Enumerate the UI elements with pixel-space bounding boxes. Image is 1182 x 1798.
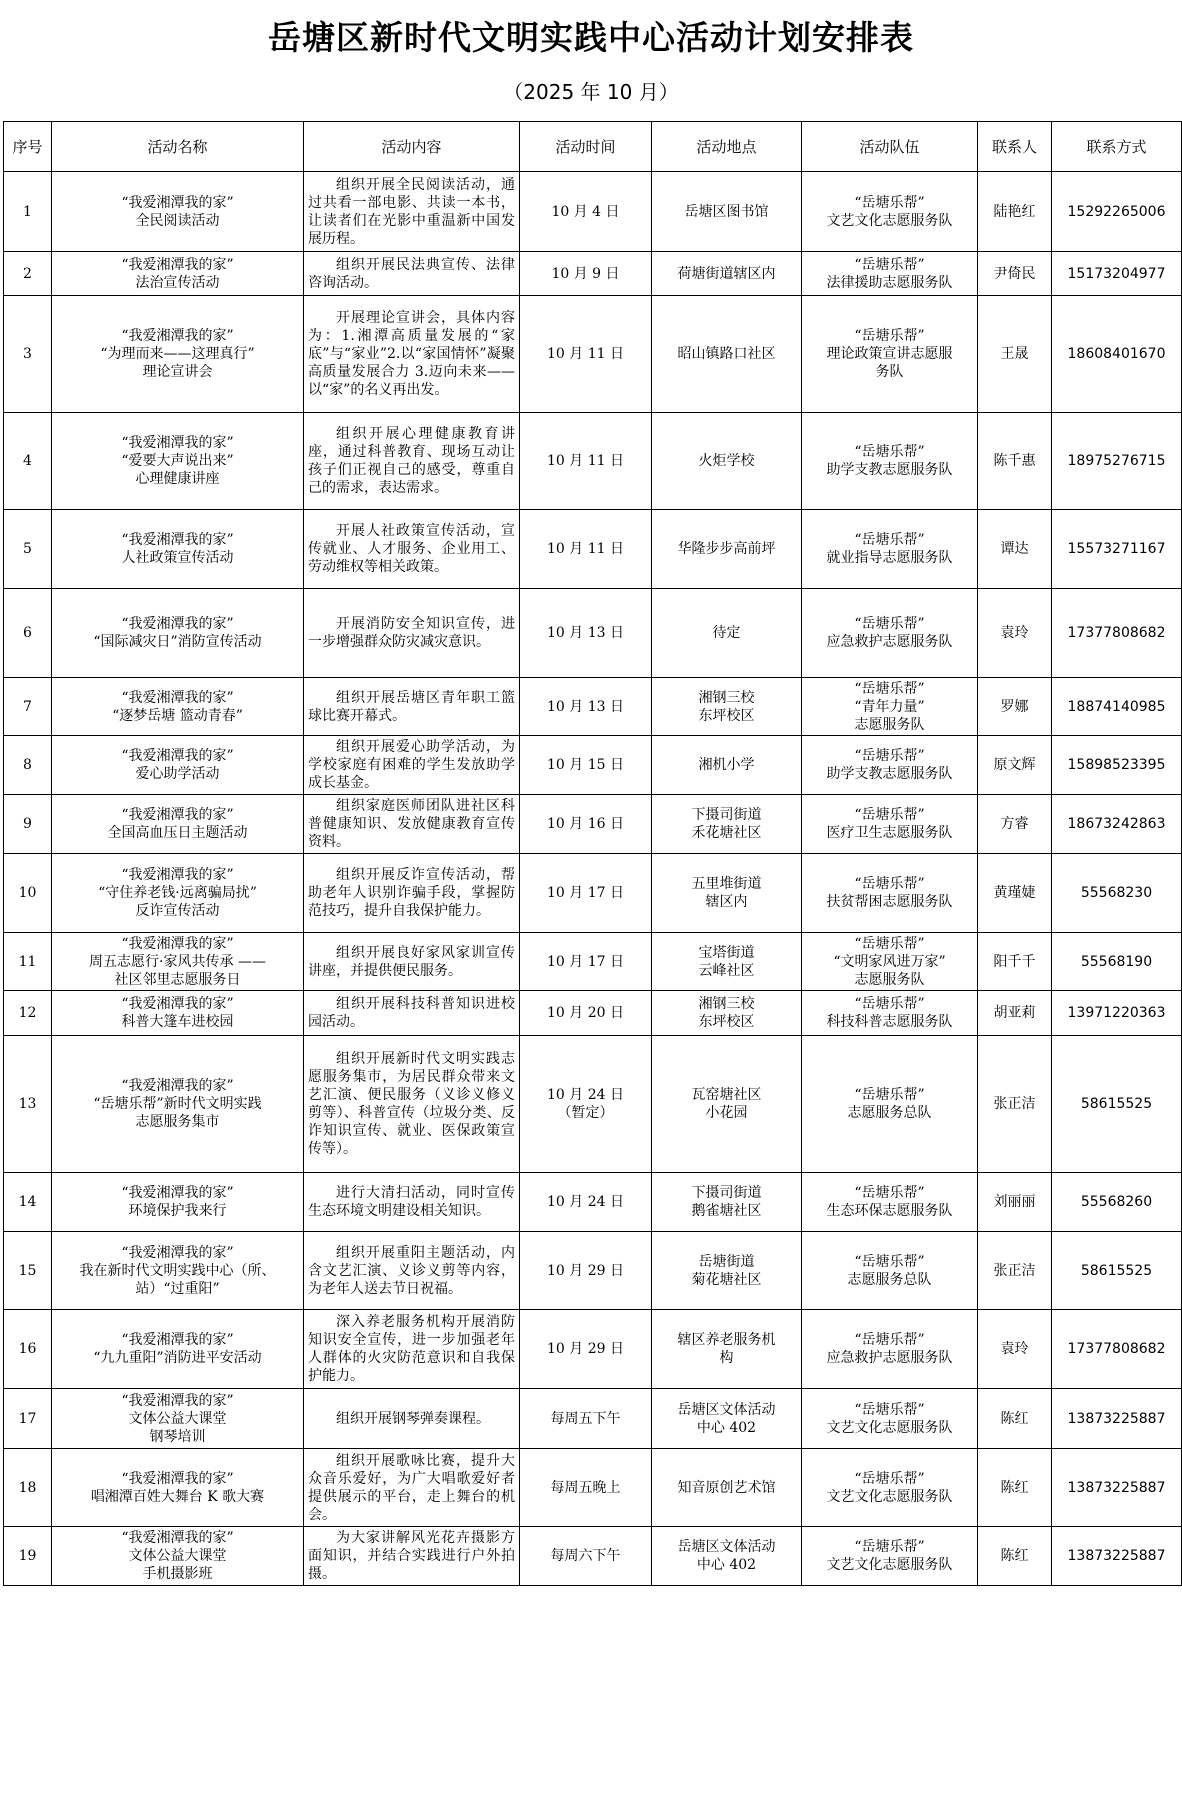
cell-activity-team: “岳塘乐帮” 应急救护志愿服务队 xyxy=(802,1310,978,1389)
cell-contact-phone: 18673242863 xyxy=(1052,795,1182,854)
col-header-content: 活动内容 xyxy=(304,122,520,172)
cell-activity-name: “我爱湘潭我的家” 全国高血压日主题活动 xyxy=(52,795,304,854)
cell-activity-time: 10 月 11 日 xyxy=(520,296,652,413)
table-row xyxy=(4,172,1182,252)
cell-contact-phone: 18608401670 xyxy=(1052,296,1182,413)
table-row xyxy=(4,510,1182,589)
cell-no: 12 xyxy=(4,991,52,1036)
table-row xyxy=(4,589,1182,678)
cell-contact-phone: 55568190 xyxy=(1052,933,1182,991)
cell-activity-content: 组织开展歌咏比赛，提升大众音乐爱好，为广大唱歌爱好者提供展示的平台，走上舞台的机会。 xyxy=(304,1449,520,1527)
table-row xyxy=(4,252,1182,296)
col-header-phone: 联系方式 xyxy=(1052,122,1182,172)
table-row xyxy=(4,854,1182,933)
cell-contact-person: 陈红 xyxy=(978,1527,1052,1586)
cell-activity-place: 湘机小学 xyxy=(652,736,802,795)
cell-contact-phone: 13971220363 xyxy=(1052,991,1182,1036)
cell-activity-place: 湘钢三校 东坪校区 xyxy=(652,991,802,1036)
cell-activity-place: 荷塘街道辖区内 xyxy=(652,252,802,296)
cell-activity-time: 10 月 24 日 xyxy=(520,1173,652,1232)
cell-activity-content: 为大家讲解风光花卉摄影方面知识，并结合实践进行户外拍摄。 xyxy=(304,1527,520,1586)
table-row xyxy=(4,1389,1182,1449)
cell-activity-name: “我爱湘潭我的家” 科普大篷车进校园 xyxy=(52,991,304,1036)
cell-activity-place: 下摄司街道 禾花塘社区 xyxy=(652,795,802,854)
table-body xyxy=(4,172,1182,1586)
cell-activity-content: 开展理论宣讲会，具体内容为：1.湘潭高质量发展的“家底”与“家业”2.以“家国情怀”凝聚高质量发展合力 3.迈向未来——以“家”的名义再出发。 xyxy=(304,296,520,413)
cell-no: 1 xyxy=(4,172,52,252)
cell-activity-name: “我爱湘潭我的家” “爱要大声说出来” 心理健康讲座 xyxy=(52,413,304,510)
cell-activity-name: “我爱湘潭我的家” 文体公益大课堂 手机摄影班 xyxy=(52,1527,304,1586)
cell-activity-content: 组织开展新时代文明实践志愿服务集市，为居民群众带来文艺汇演、便民服务（义诊义修义剪等）、科普宣传（垃圾分类、反诈知识宣传、就业、医保政策宣传等）。 xyxy=(304,1036,520,1173)
cell-contact-phone: 15173204977 xyxy=(1052,252,1182,296)
cell-contact-person: 胡亚莉 xyxy=(978,991,1052,1036)
col-header-team: 活动队伍 xyxy=(802,122,978,172)
cell-activity-content: 组织开展全民阅读活动，通过共看一部电影、共读一本书，让读者们在光影中重温新中国发展历程。 xyxy=(304,172,520,252)
cell-contact-person: 谭达 xyxy=(978,510,1052,589)
table-row xyxy=(4,1310,1182,1389)
cell-activity-place: 华隆步步高前坪 xyxy=(652,510,802,589)
cell-contact-person: 陆艳红 xyxy=(978,172,1052,252)
cell-activity-team: “岳塘乐帮” 应急救护志愿服务队 xyxy=(802,589,978,678)
table-row xyxy=(4,795,1182,854)
cell-contact-person: 黄瑾婕 xyxy=(978,854,1052,933)
cell-contact-phone: 15898523395 xyxy=(1052,736,1182,795)
cell-activity-team: “岳塘乐帮” 文艺文化志愿服务队 xyxy=(802,172,978,252)
cell-activity-team: “岳塘乐帮” “文明家风进万家” 志愿服务队 xyxy=(802,933,978,991)
cell-activity-team: “岳塘乐帮” 就业指导志愿服务队 xyxy=(802,510,978,589)
cell-contact-phone: 13873225887 xyxy=(1052,1527,1182,1586)
col-header-no: 序号 xyxy=(4,122,52,172)
cell-activity-name: “我爱湘潭我的家” 人社政策宣传活动 xyxy=(52,510,304,589)
cell-activity-content: 进行大清扫活动，同时宣传生态环境文明建设相关知识。 xyxy=(304,1173,520,1232)
cell-contact-person: 张正洁 xyxy=(978,1036,1052,1173)
cell-activity-time: 10 月 17 日 xyxy=(520,854,652,933)
cell-contact-person: 罗娜 xyxy=(978,678,1052,736)
table-row xyxy=(4,1173,1182,1232)
cell-activity-team: “岳塘乐帮” 文艺文化志愿服务队 xyxy=(802,1527,978,1586)
cell-contact-phone: 58615525 xyxy=(1052,1036,1182,1173)
cell-no: 6 xyxy=(4,589,52,678)
cell-activity-name: “我爱湘潭我的家” “逐梦岳塘 篮动青春” xyxy=(52,678,304,736)
cell-activity-name: “我爱湘潭我的家” “守住养老钱·远离骗局扰” 反诈宣传活动 xyxy=(52,854,304,933)
page-subtitle: （2025 年 10 月） xyxy=(503,80,679,104)
cell-activity-content: 深入养老服务机构开展消防知识安全宣传，进一步加强老年人群体的火灾防范意识和自我保护能力。 xyxy=(304,1310,520,1389)
page-title: 岳塘区新时代文明实践中心活动计划安排表 xyxy=(268,18,914,57)
cell-activity-time: 每周五下午 xyxy=(520,1389,652,1449)
cell-no: 11 xyxy=(4,933,52,991)
table-row xyxy=(4,296,1182,413)
cell-no: 18 xyxy=(4,1449,52,1527)
cell-activity-time: 10 月 29 日 xyxy=(520,1310,652,1389)
cell-activity-place: 岳塘区图书馆 xyxy=(652,172,802,252)
cell-activity-content: 组织开展岳塘区青年职工篮球比赛开幕式。 xyxy=(304,678,520,736)
cell-activity-name: “我爱湘潭我的家” “国际减灾日”消防宣传活动 xyxy=(52,589,304,678)
cell-activity-name: “我爱湘潭我的家” 唱湘潭百姓大舞台 K 歌大赛 xyxy=(52,1449,304,1527)
cell-activity-time: 每周五晚上 xyxy=(520,1449,652,1527)
cell-activity-time: 10 月 16 日 xyxy=(520,795,652,854)
cell-contact-person: 王晟 xyxy=(978,296,1052,413)
cell-activity-place: 宝塔街道 云峰社区 xyxy=(652,933,802,991)
cell-contact-phone: 17377808682 xyxy=(1052,589,1182,678)
cell-activity-name: “我爱湘潭我的家” 我在新时代文明实践中心（所、 站）“过重阳” xyxy=(52,1232,304,1310)
cell-contact-person: 张正洁 xyxy=(978,1232,1052,1310)
cell-activity-content: 组织开展心理健康教育讲座，通过科普教育、现场互动让孩子们正视自己的感受，尊重自己的需求，表达需求。 xyxy=(304,413,520,510)
activity-plan-table xyxy=(3,121,1182,1586)
col-header-contact: 联系人 xyxy=(978,122,1052,172)
cell-activity-content: 组织开展科技科普知识进校园活动。 xyxy=(304,991,520,1036)
cell-no: 8 xyxy=(4,736,52,795)
cell-contact-phone: 55568260 xyxy=(1052,1173,1182,1232)
table-row xyxy=(4,933,1182,991)
cell-activity-team: “岳塘乐帮” 助学支教志愿服务队 xyxy=(802,413,978,510)
cell-contact-person: 陈红 xyxy=(978,1449,1052,1527)
table-row xyxy=(4,1449,1182,1527)
table-row xyxy=(4,1036,1182,1173)
table-row xyxy=(4,678,1182,736)
cell-activity-team: “岳塘乐帮” 生态环保志愿服务队 xyxy=(802,1173,978,1232)
cell-no: 3 xyxy=(4,296,52,413)
cell-contact-phone: 15573271167 xyxy=(1052,510,1182,589)
cell-activity-time: 10 月 15 日 xyxy=(520,736,652,795)
cell-no: 16 xyxy=(4,1310,52,1389)
cell-activity-place: 湘钢三校 东坪校区 xyxy=(652,678,802,736)
table-row xyxy=(4,736,1182,795)
cell-contact-phone: 18874140985 xyxy=(1052,678,1182,736)
cell-contact-phone: 13873225887 xyxy=(1052,1389,1182,1449)
cell-contact-person: 陈千惠 xyxy=(978,413,1052,510)
cell-activity-team: “岳塘乐帮” 志愿服务总队 xyxy=(802,1036,978,1173)
cell-no: 4 xyxy=(4,413,52,510)
cell-activity-time: 10 月 13 日 xyxy=(520,678,652,736)
cell-activity-name: “我爱湘潭我的家” “九九重阳”消防进平安活动 xyxy=(52,1310,304,1389)
cell-activity-content: 组织开展重阳主题活动，内含文艺汇演、义诊义剪等内容，为老年人送去节日祝福。 xyxy=(304,1232,520,1310)
cell-activity-content: 组织开展钢琴弹奏课程。 xyxy=(304,1389,520,1449)
table-row xyxy=(4,991,1182,1036)
cell-activity-team: “岳塘乐帮” 理论政策宣讲志愿服 务队 xyxy=(802,296,978,413)
cell-no: 2 xyxy=(4,252,52,296)
cell-activity-place: 昭山镇路口社区 xyxy=(652,296,802,413)
cell-activity-team: “岳塘乐帮” 文艺文化志愿服务队 xyxy=(802,1389,978,1449)
cell-activity-place: 瓦窑塘社区 小花园 xyxy=(652,1036,802,1173)
cell-activity-team: “岳塘乐帮” 科技科普志愿服务队 xyxy=(802,991,978,1036)
cell-contact-phone: 15292265006 xyxy=(1052,172,1182,252)
cell-activity-team: “岳塘乐帮” “青年力量” 志愿服务队 xyxy=(802,678,978,736)
cell-activity-place: 岳塘区文体活动 中心 402 xyxy=(652,1527,802,1586)
cell-activity-place: 五里堆街道 辖区内 xyxy=(652,854,802,933)
cell-activity-time: 每周六下午 xyxy=(520,1527,652,1586)
cell-activity-content: 组织家庭医师团队进社区科普健康知识、发放健康教育宣传资料。 xyxy=(304,795,520,854)
cell-activity-name: “我爱湘潭我的家” 周五志愿行·家风共传承 —— 社区邻里志愿服务日 xyxy=(52,933,304,991)
cell-no: 14 xyxy=(4,1173,52,1232)
cell-no: 10 xyxy=(4,854,52,933)
cell-activity-content: 组织开展反诈宣传活动，帮助老年人识别诈骗手段，掌握防范技巧，提升自我保护能力。 xyxy=(304,854,520,933)
cell-activity-name: “我爱湘潭我的家” “岳塘乐帮”新时代文明实践 志愿服务集市 xyxy=(52,1036,304,1173)
cell-activity-name: “我爱湘潭我的家” 环境保护我来行 xyxy=(52,1173,304,1232)
cell-contact-phone: 13873225887 xyxy=(1052,1449,1182,1527)
cell-activity-content: 组织开展良好家风家训宣传讲座，并提供便民服务。 xyxy=(304,933,520,991)
cell-activity-team: “岳塘乐帮” 文艺文化志愿服务队 xyxy=(802,1449,978,1527)
cell-activity-team: “岳塘乐帮” 法律援助志愿服务队 xyxy=(802,252,978,296)
cell-no: 17 xyxy=(4,1389,52,1449)
cell-contact-phone: 18975276715 xyxy=(1052,413,1182,510)
cell-no: 7 xyxy=(4,678,52,736)
cell-no: 13 xyxy=(4,1036,52,1173)
cell-contact-person: 阳千千 xyxy=(978,933,1052,991)
cell-activity-place: 辖区养老服务机 构 xyxy=(652,1310,802,1389)
cell-activity-name: “我爱湘潭我的家” 爱心助学活动 xyxy=(52,736,304,795)
cell-activity-place: 知音原创艺术馆 xyxy=(652,1449,802,1527)
cell-contact-person: 尹倚民 xyxy=(978,252,1052,296)
cell-activity-content: 开展人社政策宣传活动，宣传就业、人才服务、企业用工、劳动维权等相关政策。 xyxy=(304,510,520,589)
cell-contact-person: 方睿 xyxy=(978,795,1052,854)
cell-activity-team: “岳塘乐帮” 志愿服务总队 xyxy=(802,1232,978,1310)
cell-contact-phone: 55568230 xyxy=(1052,854,1182,933)
cell-contact-person: 袁玲 xyxy=(978,589,1052,678)
cell-contact-phone: 58615525 xyxy=(1052,1232,1182,1310)
cell-no: 15 xyxy=(4,1232,52,1310)
cell-no: 9 xyxy=(4,795,52,854)
cell-activity-name: “我爱湘潭我的家” 法治宣传活动 xyxy=(52,252,304,296)
cell-contact-person: 原文辉 xyxy=(978,736,1052,795)
cell-activity-time: 10 月 24 日 （暂定） xyxy=(520,1036,652,1173)
cell-activity-place: 待定 xyxy=(652,589,802,678)
cell-activity-team: “岳塘乐帮” 医疗卫生志愿服务队 xyxy=(802,795,978,854)
cell-activity-place: 岳塘区文体活动 中心 402 xyxy=(652,1389,802,1449)
cell-contact-person: 袁玲 xyxy=(978,1310,1052,1389)
cell-activity-time: 10 月 11 日 xyxy=(520,413,652,510)
col-header-name: 活动名称 xyxy=(52,122,304,172)
cell-activity-time: 10 月 9 日 xyxy=(520,252,652,296)
cell-no: 5 xyxy=(4,510,52,589)
cell-activity-time: 10 月 13 日 xyxy=(520,589,652,678)
cell-activity-place: 火炬学校 xyxy=(652,413,802,510)
cell-activity-content: 组织开展民法典宣传、法律咨询活动。 xyxy=(304,252,520,296)
cell-contact-person: 刘丽丽 xyxy=(978,1173,1052,1232)
cell-activity-time: 10 月 29 日 xyxy=(520,1232,652,1310)
cell-activity-name: “我爱湘潭我的家” 文体公益大课堂 钢琴培训 xyxy=(52,1389,304,1449)
cell-activity-time: 10 月 11 日 xyxy=(520,510,652,589)
cell-activity-team: “岳塘乐帮” 助学支教志愿服务队 xyxy=(802,736,978,795)
cell-activity-place: 下摄司街道 鹅雀塘社区 xyxy=(652,1173,802,1232)
cell-activity-name: “我爱湘潭我的家” “为理而来——这理真行” 理论宣讲会 xyxy=(52,296,304,413)
cell-activity-time: 10 月 17 日 xyxy=(520,933,652,991)
cell-activity-name: “我爱湘潭我的家” 全民阅读活动 xyxy=(52,172,304,252)
cell-contact-person: 陈红 xyxy=(978,1389,1052,1449)
cell-activity-place: 岳塘街道 菊花塘社区 xyxy=(652,1232,802,1310)
col-header-time: 活动时间 xyxy=(520,122,652,172)
table-row xyxy=(4,1527,1182,1586)
cell-activity-team: “岳塘乐帮” 扶贫帮困志愿服务队 xyxy=(802,854,978,933)
cell-activity-time: 10 月 4 日 xyxy=(520,172,652,252)
cell-activity-content: 开展消防安全知识宣传，进一步增强群众防灾减灾意识。 xyxy=(304,589,520,678)
table-row xyxy=(4,413,1182,510)
cell-no: 19 xyxy=(4,1527,52,1586)
cell-activity-time: 10 月 20 日 xyxy=(520,991,652,1036)
table-row xyxy=(4,1232,1182,1310)
col-header-place: 活动地点 xyxy=(652,122,802,172)
cell-activity-content: 组织开展爱心助学活动，为学校家庭有困难的学生发放助学成长基金。 xyxy=(304,736,520,795)
table-header-row xyxy=(4,122,1182,172)
cell-contact-phone: 17377808682 xyxy=(1052,1310,1182,1389)
